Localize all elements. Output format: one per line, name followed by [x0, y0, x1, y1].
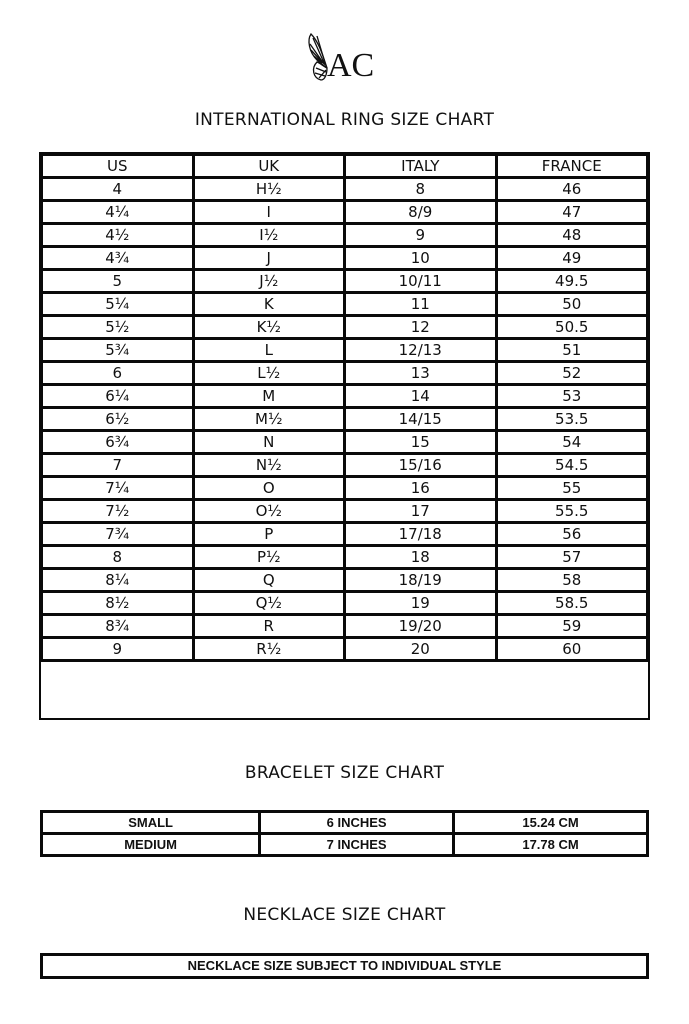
uk-size: Q	[193, 569, 345, 592]
uk-size: L	[193, 339, 345, 362]
france-size: 59	[496, 615, 648, 638]
italy-size: 14	[345, 385, 497, 408]
uk-size: R½	[193, 638, 345, 661]
france-size: 58.5	[496, 592, 648, 615]
table-row	[42, 569, 648, 592]
necklace-note: NECKLACE SIZE SUBJECT TO INDIVIDUAL STYLE	[40, 953, 649, 979]
bracelet-size-table	[40, 810, 649, 857]
us-size: 5¼	[42, 293, 194, 316]
uk-size: R	[193, 615, 345, 638]
table-row	[42, 638, 648, 661]
france-size: 54.5	[496, 454, 648, 477]
us-size: 6¼	[42, 385, 194, 408]
header-france: FRANCE	[496, 155, 648, 178]
us-size: 9	[42, 638, 194, 661]
us-size: 7	[42, 454, 194, 477]
table-row	[42, 834, 648, 856]
italy-size: 15	[345, 431, 497, 454]
ring-table-header	[42, 155, 648, 178]
bracelet-chart-title: BRACELET SIZE CHART	[244, 763, 445, 783]
table-row	[42, 385, 648, 408]
uk-size: M½	[193, 408, 345, 431]
table-row	[42, 293, 648, 316]
ring-chart-title: INTERNATIONAL RING SIZE CHART	[194, 110, 495, 130]
uk-size: P	[193, 523, 345, 546]
table-row	[42, 500, 648, 523]
italy-size: 18/19	[345, 569, 497, 592]
us-size: 4½	[42, 224, 194, 247]
france-size: 60	[496, 638, 648, 661]
us-size: 6¾	[42, 431, 194, 454]
bracelet-cm: 15.24 CM	[454, 812, 648, 834]
uk-size: N	[193, 431, 345, 454]
bracelet-inches: 6 INCHES	[260, 812, 454, 834]
table-row	[42, 362, 648, 385]
italy-size: 17	[345, 500, 497, 523]
table-row	[42, 270, 648, 293]
table-row	[42, 201, 648, 224]
france-size: 48	[496, 224, 648, 247]
table-row	[42, 615, 648, 638]
uk-size: L½	[193, 362, 345, 385]
uk-size: I½	[193, 224, 345, 247]
us-size: 5¾	[42, 339, 194, 362]
france-size: 53	[496, 385, 648, 408]
us-size: 4¾	[42, 247, 194, 270]
italy-size: 12/13	[345, 339, 497, 362]
table-row	[42, 224, 648, 247]
header-italy: ITALY	[345, 155, 497, 178]
bracelet-size-label: MEDIUM	[42, 834, 260, 856]
italy-size: 10/11	[345, 270, 497, 293]
us-size: 5	[42, 270, 194, 293]
bracelet-cm: 17.78 CM	[454, 834, 648, 856]
table-row	[42, 477, 648, 500]
table-row	[42, 592, 648, 615]
us-size: 8¼	[42, 569, 194, 592]
uk-size: I	[193, 201, 345, 224]
us-size: 6½	[42, 408, 194, 431]
table-row	[42, 431, 648, 454]
uk-size: O	[193, 477, 345, 500]
table-row	[42, 408, 648, 431]
us-size: 8¾	[42, 615, 194, 638]
us-size: 8	[42, 546, 194, 569]
italy-size: 14/15	[345, 408, 497, 431]
france-size: 55	[496, 477, 648, 500]
us-size: 7¾	[42, 523, 194, 546]
uk-size: K½	[193, 316, 345, 339]
italy-size: 8/9	[345, 201, 497, 224]
us-size: 6	[42, 362, 194, 385]
italy-size: 12	[345, 316, 497, 339]
france-size: 47	[496, 201, 648, 224]
france-size: 53.5	[496, 408, 648, 431]
header-uk: UK	[193, 155, 345, 178]
table-row	[42, 316, 648, 339]
france-size: 46	[496, 178, 648, 201]
italy-size: 8	[345, 178, 497, 201]
uk-size: J	[193, 247, 345, 270]
italy-size: 17/18	[345, 523, 497, 546]
table-row	[42, 247, 648, 270]
ring-size-table	[40, 153, 649, 662]
uk-size: Q½	[193, 592, 345, 615]
france-size: 57	[496, 546, 648, 569]
uk-size: H½	[193, 178, 345, 201]
france-size: 54	[496, 431, 648, 454]
table-row	[42, 178, 648, 201]
table-row	[42, 812, 648, 834]
france-size: 55.5	[496, 500, 648, 523]
uk-size: M	[193, 385, 345, 408]
italy-size: 15/16	[345, 454, 497, 477]
uk-size: P½	[193, 546, 345, 569]
italy-size: 9	[345, 224, 497, 247]
table-row	[42, 523, 648, 546]
italy-size: 11	[345, 293, 497, 316]
header-us: US	[42, 155, 194, 178]
bracelet-inches: 7 INCHES	[260, 834, 454, 856]
france-size: 56	[496, 523, 648, 546]
necklace-chart-title: NECKLACE SIZE CHART	[243, 905, 446, 925]
italy-size: 19/20	[345, 615, 497, 638]
france-size: 50.5	[496, 316, 648, 339]
france-size: 58	[496, 569, 648, 592]
svg-text:AC: AC	[327, 47, 375, 84]
france-size: 49.5	[496, 270, 648, 293]
italy-size: 19	[345, 592, 497, 615]
italy-size: 18	[345, 546, 497, 569]
uk-size: J½	[193, 270, 345, 293]
table-row	[42, 454, 648, 477]
us-size: 7¼	[42, 477, 194, 500]
france-size: 49	[496, 247, 648, 270]
us-size: 7½	[42, 500, 194, 523]
us-size: 4¼	[42, 201, 194, 224]
us-size: 4	[42, 178, 194, 201]
brand-logo	[305, 32, 385, 84]
uk-size: O½	[193, 500, 345, 523]
italy-size: 13	[345, 362, 497, 385]
france-size: 52	[496, 362, 648, 385]
table-row	[42, 339, 648, 362]
italy-size: 16	[345, 477, 497, 500]
italy-size: 10	[345, 247, 497, 270]
table-row	[42, 546, 648, 569]
us-size: 5½	[42, 316, 194, 339]
us-size: 8½	[42, 592, 194, 615]
uk-size: N½	[193, 454, 345, 477]
france-size: 51	[496, 339, 648, 362]
france-size: 50	[496, 293, 648, 316]
bracelet-size-label: SMALL	[42, 812, 260, 834]
italy-size: 20	[345, 638, 497, 661]
butterfly-icon	[305, 32, 385, 84]
uk-size: K	[193, 293, 345, 316]
